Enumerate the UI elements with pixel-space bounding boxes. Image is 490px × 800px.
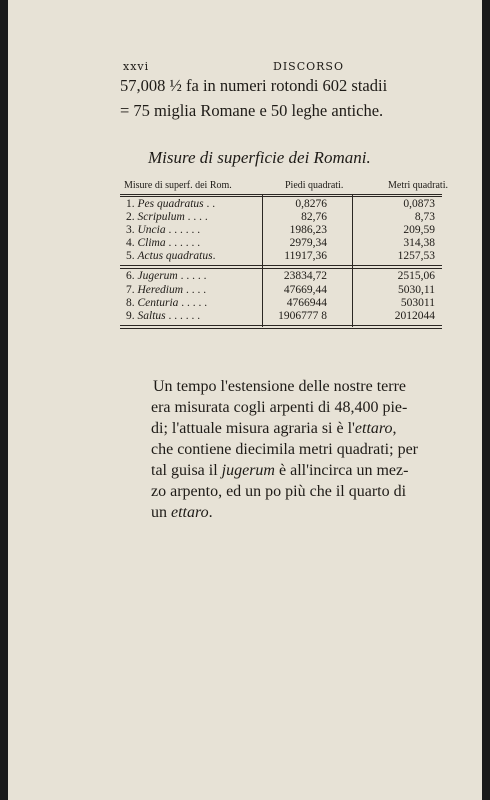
metri-value: 1257,53: [397, 250, 435, 262]
metri-value: 314,38: [403, 237, 435, 249]
leader-dots: . . . . .: [180, 270, 207, 282]
piedi-value: 1986,23: [289, 224, 327, 236]
leader-dots: . . . . . .: [168, 310, 201, 322]
leader-dots: . . . .: [185, 284, 207, 296]
measure-name: Pes quadratus: [137, 198, 204, 210]
paragraph-line: che contiene diecimila metri quadrati; per: [151, 441, 418, 458]
row-number: 1.: [126, 198, 135, 210]
piedi-value: 4766944: [286, 297, 327, 309]
rule: [120, 194, 442, 195]
measure-name: Uncia: [137, 224, 166, 236]
paragraph-line: tal guisa il jugerum è all'incirca un mez-: [151, 462, 409, 479]
leader-dots: . . . . . .: [168, 224, 201, 236]
leader-dots: . . . .: [187, 211, 208, 223]
measure-name: Jugerum: [137, 270, 178, 282]
text-line: = 75 miglia Romane e 50 leghe antiche.: [120, 101, 384, 120]
rule: [120, 265, 442, 266]
paragraph-line: un ettaro.: [151, 504, 213, 521]
paragraph-line: di; l'attuale misura agraria si è l'ettaro,: [151, 420, 397, 437]
piedi-value: 47669,44: [283, 284, 327, 296]
paragraph-line: Un tempo l'estensione delle nostre terre: [153, 378, 407, 395]
leader-dots: . . . . . .: [168, 237, 201, 249]
metri-value: 0,0873: [403, 198, 435, 210]
piedi-value: 0,8276: [295, 198, 327, 210]
column-header: Metri quadrati.: [388, 180, 448, 191]
piedi-value: 2979,34: [289, 237, 327, 249]
row-number: 5.: [126, 250, 135, 262]
row-number: 7.: [126, 284, 135, 296]
metri-value: 5030,11: [398, 284, 435, 296]
measure-name: Saltus: [137, 310, 166, 322]
page-number: xxvi: [123, 60, 150, 73]
measure-name: Actus quadratus: [137, 250, 213, 262]
measure-name: Scripulum: [137, 211, 185, 223]
text-line: 57,008 ½ fa in numeri rotondi 602 stadii: [120, 76, 388, 95]
rule: [120, 268, 442, 269]
column-header: Misure di superf. dei Rom.: [124, 180, 232, 191]
measure-name: Clima: [137, 237, 166, 249]
running-title: DISCORSO: [273, 60, 344, 73]
row-number: 3.: [126, 224, 135, 236]
measure-name: Centuria: [137, 297, 179, 309]
piedi-value: 11917,36: [284, 250, 327, 262]
paragraph-line: era misurata cogli arpenti di 48,400 pie-: [151, 399, 408, 416]
row-number: 2.: [126, 211, 135, 223]
measure-name: Heredium: [137, 284, 184, 296]
italic-term: ettaro: [171, 504, 209, 521]
metri-value: 8,73: [414, 211, 435, 223]
leader-dots: .: [212, 250, 216, 262]
row-number: 4.: [126, 237, 135, 249]
piedi-value: 23834,72: [283, 270, 327, 282]
row-number: 6.: [126, 270, 135, 282]
piedi-value: 82,76: [301, 211, 327, 223]
book-page: [8, 0, 482, 800]
metri-value: 503011: [400, 297, 435, 309]
rule: [120, 325, 442, 326]
row-number: 9.: [126, 310, 135, 322]
paragraph-line: zo arpento, ed un po più che il quarto di: [151, 483, 407, 500]
rule: [120, 328, 442, 329]
row-number: 8.: [126, 297, 135, 309]
leader-dots: . . . . .: [181, 297, 208, 309]
metri-value: 209,59: [403, 224, 435, 236]
italic-term: ettaro: [354, 420, 393, 437]
table-title: Misure di superficie dei Romani.: [148, 148, 371, 167]
column-header: Piedi quadrati.: [285, 180, 344, 191]
italic-term: jugerum: [221, 462, 275, 479]
metri-value: 2515,06: [397, 270, 435, 282]
leader-dots: . .: [206, 198, 216, 210]
piedi-value: 1906777 8: [278, 310, 327, 322]
rule: [120, 196, 442, 197]
metri-value: 2012044: [394, 310, 435, 322]
